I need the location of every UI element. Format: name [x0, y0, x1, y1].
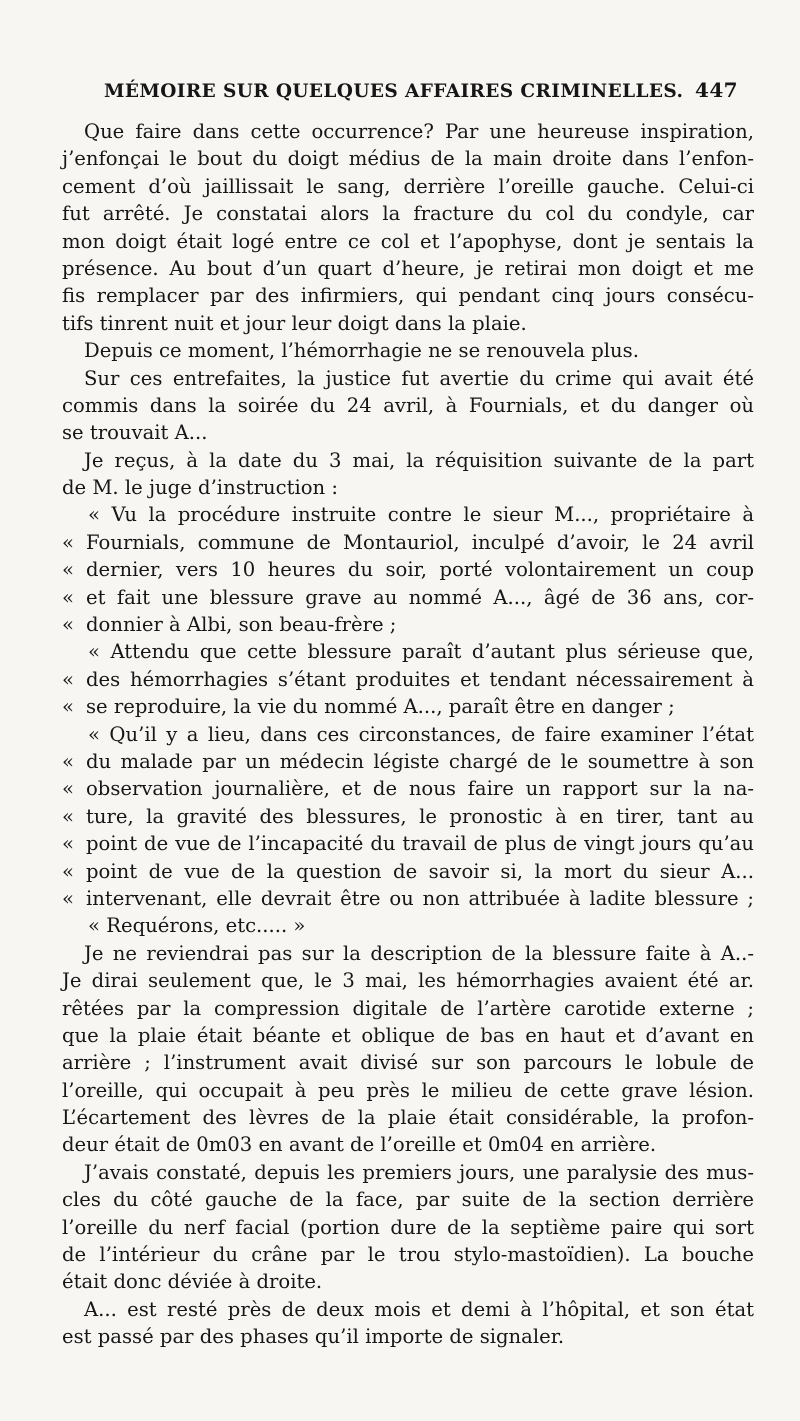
running-title: MÉMOIRE SUR QUELQUES AFFAIRES CRIMINELLES. — [104, 81, 684, 102]
line-text: « Attendu que cette blessure paraît d’autant plus sérieuse que, — [88, 640, 754, 664]
text-line — [62, 748, 754, 775]
line-text: tifs tinrent nuit et jour leur doigt dans la plaie. — [62, 311, 527, 335]
line-text: « Qu’il y a lieu, dans ces circonstances, de faire examiner l’état — [88, 722, 754, 746]
text-line — [62, 912, 754, 939]
text-line — [62, 337, 754, 364]
text-line — [62, 145, 754, 172]
quote-mark: « — [62, 804, 74, 828]
text-line — [62, 584, 754, 611]
text-line — [62, 858, 754, 885]
text-line — [62, 1131, 754, 1158]
text-line — [62, 501, 754, 528]
line-text: point de vue de l’incapacité du travail de plus de vingt jours qu’au — [86, 832, 754, 856]
text-line — [62, 1323, 754, 1350]
text-line — [62, 173, 754, 200]
line-text: arrière ; l’instrument avait divisé sur son parcours le lobule de — [62, 1051, 754, 1075]
quote-mark: « — [62, 832, 74, 856]
line-text: présence. Au bout d’un quart d’heure, je retirai mon doigt et me — [62, 256, 754, 280]
body-text — [62, 118, 754, 1351]
line-text: fut arrêté. Je constatai alors la fracture du col du condyle, car — [62, 202, 754, 226]
text-line — [62, 310, 754, 337]
line-text: ture, la gravité des blessures, le pronostic à en tirer, tant au — [86, 804, 754, 828]
line-text: intervenant, elle devrait être ou non attribuée à ladite blessure ; — [86, 886, 754, 910]
text-line — [62, 830, 754, 857]
text-line — [62, 995, 754, 1022]
text-line — [62, 1049, 754, 1076]
line-text: Je dirai seulement que, le 3 mai, les hémorrhagies avaient été ar. — [62, 969, 754, 993]
line-text: que la plaie était béante et oblique de bas en haut et d’avant en — [62, 1023, 754, 1047]
text-line — [62, 200, 754, 227]
line-text: l’oreille du nerf facial (portion dure de la septième paire qui sort — [62, 1215, 754, 1239]
line-text: dernier, vers 10 heures du soir, porté volontairement un coup — [86, 558, 754, 582]
line-text: deur était de 0m03 en avant de l’oreille et 0m04 en arrière. — [62, 1133, 657, 1157]
quote-mark: « — [62, 585, 74, 609]
line-text: se reproduire, la vie du nommé A..., paraît être en danger ; — [86, 695, 675, 719]
line-text: Que faire dans cette occurrence? Par une heureuse inspiration, — [84, 120, 754, 143]
text-line — [62, 1214, 754, 1241]
text-line — [62, 392, 754, 419]
line-text: cles du côté gauche de la face, par suite de la section derrière — [62, 1188, 754, 1212]
text-line — [62, 1077, 754, 1104]
line-text: de M. le juge d’instruction : — [62, 476, 338, 500]
text-line — [62, 693, 754, 720]
text-line — [62, 255, 754, 282]
quote-mark: « — [62, 777, 74, 801]
line-text: donnier à Albi, son beau-frère ; — [86, 613, 397, 637]
quote-mark: « — [62, 558, 74, 582]
text-line — [62, 1296, 754, 1323]
running-header — [104, 78, 738, 108]
text-line — [62, 1268, 754, 1295]
line-text: observation journalière, et de nous faire un rapport sur la na- — [86, 777, 754, 801]
page-number: 447 — [695, 78, 738, 102]
text-line — [62, 529, 754, 556]
line-text: de l’intérieur du crâne par le trou stylo-mastoïdien). La bouche — [62, 1243, 754, 1267]
quote-mark: « — [62, 886, 74, 910]
line-text: « Vu la procédure instruite contre le sieur M..., propriétaire à — [88, 503, 754, 527]
line-text: des hémorrhagies s’étant produites et tendant nécessairement à — [86, 667, 754, 691]
line-text: est passé par des phases qu’il importe de signaler. — [62, 1325, 565, 1349]
text-line — [62, 282, 754, 309]
line-text: Sur ces entrefaites, la justice fut avertie du crime qui avait été — [84, 366, 754, 390]
line-text: Je ne reviendrai pas sur la description de la blessure faite à A..- — [84, 941, 754, 965]
text-line — [62, 638, 754, 665]
text-line — [62, 474, 754, 501]
text-line — [62, 228, 754, 255]
text-line — [62, 1159, 754, 1186]
line-text: cement d’où jaillissait le sang, derrière l’oreille gauche. Celui-ci — [62, 174, 754, 198]
text-line — [62, 775, 754, 802]
line-text: L’écartement des lèvres de la plaie était considérable, la profon- — [62, 1106, 754, 1130]
line-text: Fournials, commune de Montauriol, inculpé d’avoir, le 24 avril — [86, 530, 754, 554]
text-line — [62, 803, 754, 830]
text-line — [62, 1022, 754, 1049]
line-text: du malade par un médecin légiste chargé de le soumettre à son — [86, 749, 754, 773]
line-text: rêtées par la compression digitale de l’artère carotide externe ; — [62, 996, 754, 1020]
line-text: était donc déviée à droite. — [62, 1270, 323, 1294]
text-line — [62, 967, 754, 994]
line-text: A... est resté près de deux mois et demi à l’hôpital, et son état — [84, 1297, 754, 1321]
text-line — [62, 1241, 754, 1268]
line-text: fis remplacer par des infirmiers, qui pendant cinq jours consécu- — [62, 284, 754, 308]
text-line — [62, 1104, 754, 1131]
text-line — [62, 447, 754, 474]
quote-mark: « — [62, 530, 74, 554]
quote-mark: « — [62, 613, 74, 637]
text-line — [62, 419, 754, 446]
line-text: j’enfonçai le bout du doigt médius de la main droite dans l’enfon- — [62, 147, 754, 171]
text-line — [62, 556, 754, 583]
line-text: se trouvait A... — [62, 421, 208, 445]
line-text: commis dans la soirée du 24 avril, à Fournials, et du danger où — [62, 393, 754, 417]
text-line — [62, 721, 754, 748]
quote-mark: « — [62, 749, 74, 773]
line-text: Je reçus, à la date du 3 mai, la réquisition suivante de la part — [84, 448, 754, 472]
line-text: Depuis ce moment, l’hémorrhagie ne se renouvela plus. — [84, 339, 639, 363]
text-line — [62, 118, 754, 145]
line-text: et fait une blessure grave au nommé A..., âgé de 36 ans, cor- — [86, 585, 754, 609]
text-line — [62, 365, 754, 392]
text-line — [62, 1186, 754, 1213]
text-line — [62, 611, 754, 638]
line-text: l’oreille, qui occupait à peu près le milieu de cette grave lésion. — [62, 1078, 754, 1102]
text-line — [62, 940, 754, 967]
text-line — [62, 885, 754, 912]
line-text: J’avais constaté, depuis les premiers jours, une paralysie des mus- — [84, 1160, 754, 1184]
quote-mark: « — [62, 695, 74, 719]
line-text: « Requérons, etc..... » — [88, 914, 306, 938]
text-line — [62, 666, 754, 693]
line-text: point de vue de la question de savoir si, la mort du sieur A... — [86, 859, 754, 883]
quote-mark: « — [62, 859, 74, 883]
line-text: mon doigt était logé entre ce col et l’apophyse, dont je sentais la — [62, 229, 754, 253]
quote-mark: « — [62, 667, 74, 691]
